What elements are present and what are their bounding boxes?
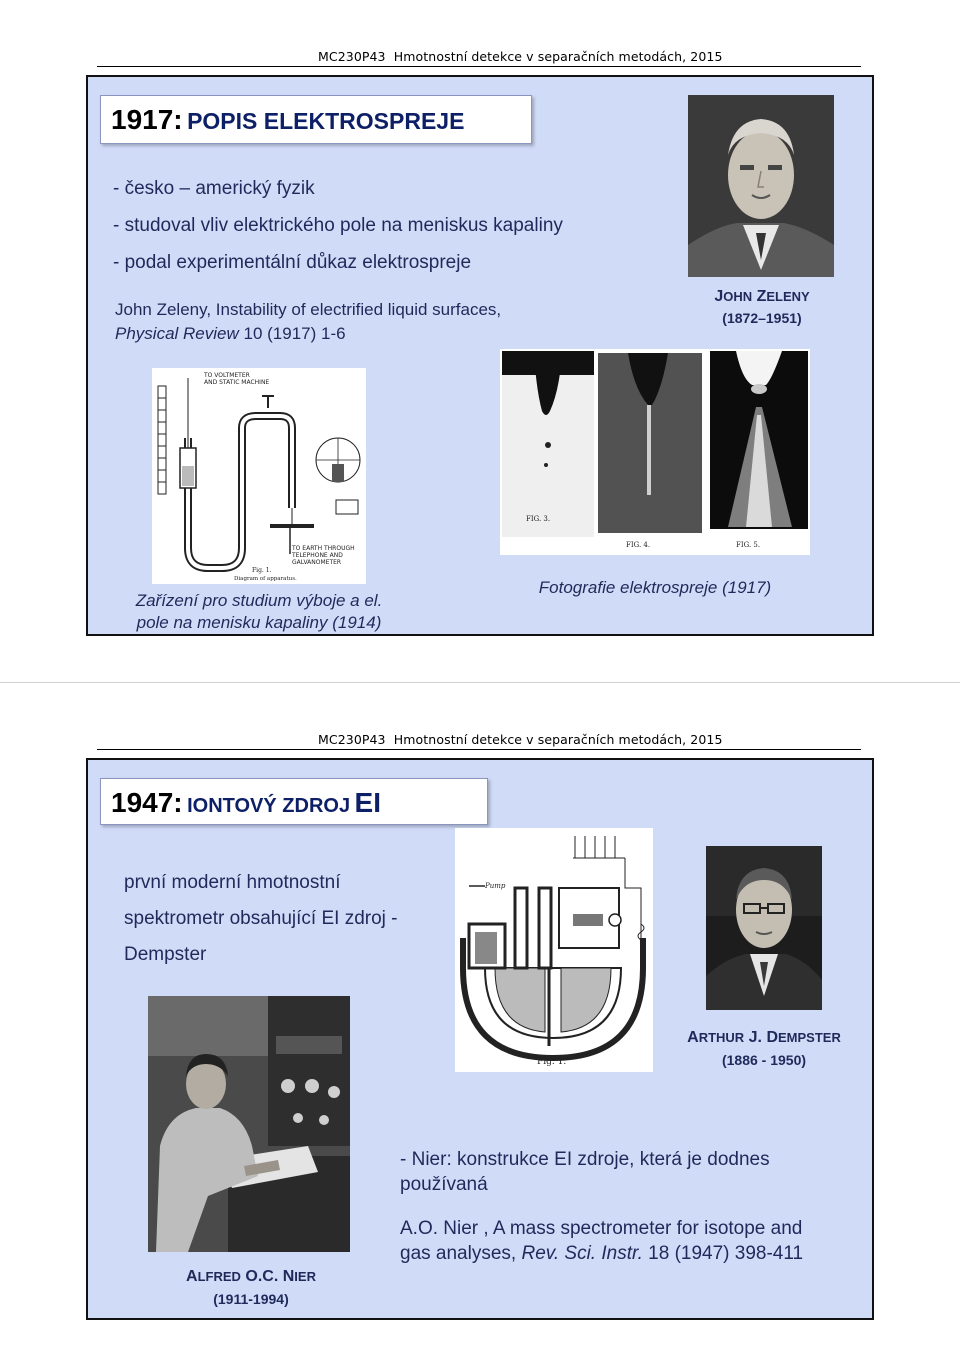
svg-text:Fig. 1.: Fig. 1. bbox=[537, 1057, 567, 1067]
nier-note: - Nier: konstrukce EI zdroje, která je dodnes používaná bbox=[400, 1149, 770, 1195]
svg-text:FIG. 5.: FIG. 5. bbox=[736, 541, 761, 549]
nier-name: ALFRED O.C. NIER (1911-1994) bbox=[186, 1268, 316, 1307]
apparatus-diagram bbox=[152, 368, 366, 584]
dempster-portrait bbox=[706, 846, 822, 1010]
slide-1947 bbox=[86, 758, 874, 1320]
slide-title: 1947: IONTOVÝ ZDROJ EI bbox=[100, 778, 488, 825]
zeleny-name: JOHN ZELENY (1872–1951) bbox=[714, 288, 810, 326]
nier-lab-photo bbox=[148, 996, 350, 1252]
reference-zeleny: John Zeleny, Instability of electrified liquid surfaces, Physical Review 10 (1917) 1-6 bbox=[115, 300, 502, 343]
ion-source-diagram bbox=[455, 828, 653, 1072]
svg-text:Fig. 1.: Fig. 1. bbox=[252, 567, 272, 574]
body-line-3: Dempster bbox=[124, 944, 207, 965]
svg-text:TO EARTH THROUGH: TO EARTH THROUGH bbox=[292, 545, 355, 552]
page-2 bbox=[0, 683, 960, 1367]
svg-text:Pump: Pump bbox=[485, 882, 506, 890]
svg-text:FIG. 3.: FIG. 3. bbox=[526, 515, 551, 523]
dempster-name: ARTHUR J. DEMPSTER (1886 - 1950) bbox=[687, 1029, 841, 1068]
zeleny-portrait bbox=[688, 95, 834, 277]
svg-text:FIG. 4.: FIG. 4. bbox=[626, 541, 651, 549]
body-line-1: první moderní hmotnostní bbox=[124, 872, 341, 893]
header-rule bbox=[97, 749, 861, 750]
caption-photos: Fotografie elektrospreje (1917) bbox=[538, 578, 772, 597]
electrospray-photos bbox=[500, 349, 810, 555]
page-header: MC230P43 Hmotnostní detekce v separačních metodách, 2015 bbox=[318, 49, 723, 64]
page-header: MC230P43 Hmotnostní detekce v separačních metodách, 2015 bbox=[318, 732, 723, 747]
header-rule bbox=[97, 66, 861, 67]
slide-title: 1917: POPIS ELEKTROSPREJE bbox=[100, 95, 532, 144]
svg-text:Diagram of apparatus.: Diagram of apparatus. bbox=[234, 576, 297, 582]
page-1 bbox=[0, 0, 960, 683]
caption-apparatus: Zařízení pro studium výboje a el. pole na menisku kapaliny (1914) bbox=[135, 591, 383, 632]
bullet-3: - podal experimentální důkaz elektrospreje bbox=[113, 252, 472, 273]
svg-text:TO VOLTMETER: TO VOLTMETER bbox=[204, 372, 250, 379]
svg-text:AND STATIC MACHINE: AND STATIC MACHINE bbox=[204, 379, 270, 386]
bullet-2: - studoval vliv elektrického pole na meniskus kapaliny bbox=[113, 215, 563, 236]
reference-nier: A.O. Nier , A mass spectrometer for isotope and gas analyses, Rev. Sci. Instr. 18 (1947) 398-411 bbox=[400, 1218, 804, 1264]
body-line-2: spektrometr obsahující EI zdroj - bbox=[124, 908, 398, 929]
svg-text:TELEPHONE AND: TELEPHONE AND bbox=[292, 552, 343, 559]
bullet-1: - česko – americký fyzik bbox=[113, 178, 315, 199]
svg-text:GALVANOMETER: GALVANOMETER bbox=[292, 559, 342, 566]
slide-1917 bbox=[86, 75, 874, 636]
